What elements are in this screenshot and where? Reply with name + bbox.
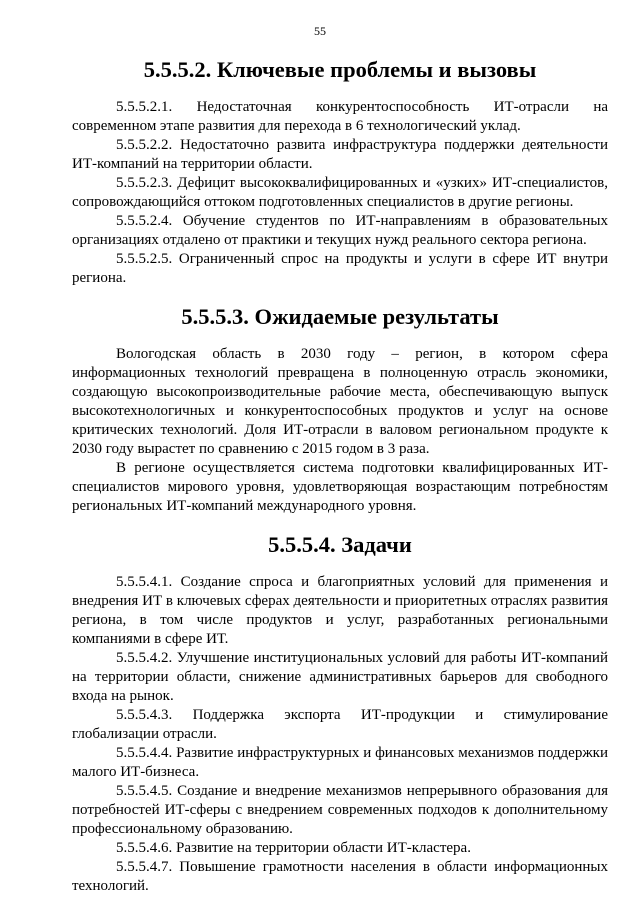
paragraph: 5.5.5.2.5. Ограниченный спрос на продукты и услуги в сфере ИТ внутри региона. <box>72 251 608 286</box>
page-number: 55 <box>314 24 326 38</box>
paragraph: 5.5.5.4.6. Развитие на территории области ИТ-кластера. <box>116 840 471 856</box>
section-heading: 5.5.5.4. Задачи <box>268 532 412 557</box>
section-tasks <box>72 532 608 896</box>
paragraph: 5.5.5.2.1. Недостаточная конкурентоспособность ИТ-отрасли на современном этапе развития для перехода в 6 технологический уклад. <box>72 99 608 134</box>
paragraph: В регионе осуществляется система подготовки квалифицированных ИТ-специалистов мирового уровня, удовлетворяющая возрастающим потребностям региональных ИТ-компаний международного уровня. <box>72 460 608 514</box>
section-heading: 5.5.5.3. Ожидаемые результаты <box>181 304 499 329</box>
paragraph: 5.5.5.4.3. Поддержка экспорта ИТ-продукции и стимулирование глобализации отрасли. <box>72 707 608 742</box>
paragraph: Вологодская область в 2030 году – регион, в котором сфера информационных технологий превращена в полноценную отрасль экономики, создающую высокопроизводительные рабочие места, обеспечивающую выпуск высокотехнологичных и конкурентоспособных продуктов и услуг на основе критических технологий. Доля ИТ-отрасли в валовом региональном продукте к 2030 году вырастет по сравнению с 2015 годом в 3 раза. <box>72 346 608 457</box>
paragraph: 5.5.5.2.4. Обучение студентов по ИТ-направлениям в образовательных организациях отдалено от практики и текущих нужд реального сектора региона. <box>72 213 608 248</box>
section-heading: 5.5.5.2. Ключевые проблемы и вызовы <box>143 57 537 82</box>
section-expected-results <box>72 304 608 516</box>
document-body <box>72 57 608 896</box>
section-key-problems <box>72 57 608 288</box>
paragraph: 5.5.5.4.5. Создание и внедрение механизмов непрерывного образования для потребностей ИТ-сферы с внедрением современных подходов к дополнительному профессиональному образованию. <box>72 783 608 837</box>
paragraph: 5.5.5.4.4. Развитие инфраструктурных и финансовых механизмов поддержки малого ИТ-бизнеса. <box>72 745 608 780</box>
paragraph: 5.5.5.2.2. Недостаточно развита инфраструктура поддержки деятельности ИТ-компаний на территории области. <box>72 137 608 172</box>
paragraph: 5.5.5.4.7. Повышение грамотности населения в области информационных технологий. <box>72 859 608 894</box>
paragraph: 5.5.5.2.3. Дефицит высококвалифицированных и «узких» ИТ-специалистов, сопровождающийся оттоком подготовленных специалистов в другие регионы. <box>72 175 608 210</box>
paragraph: 5.5.5.4.1. Создание спроса и благоприятных условий для применения и внедрения ИТ в ключевых сферах деятельности и приоритетных отраслях развития региона, в том числе продуктов и услуг, разработанных региональными компаниями в сфере ИТ. <box>72 574 608 647</box>
paragraph: 5.5.5.4.2. Улучшение институциональных условий для работы ИТ-компаний на территории области, снижение административных барьеров для свободного входа на рынок. <box>72 650 608 704</box>
